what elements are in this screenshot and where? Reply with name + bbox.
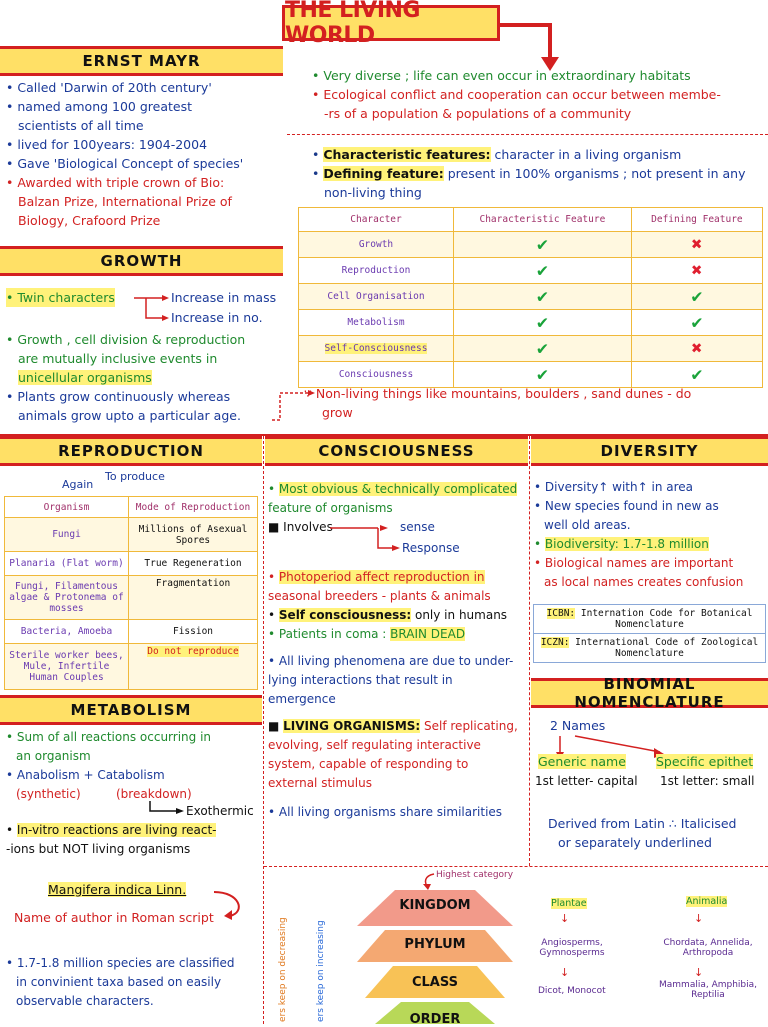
mayr-line-2: • named among 100 greatest: [6, 97, 281, 116]
repro-organism-4: Bacteria, Amoeba: [5, 620, 129, 644]
div-line-3: well old areas.: [544, 518, 631, 532]
defining-label: Defining feature:: [323, 166, 444, 181]
growth-line-5: animals grow upto a particular age.: [18, 408, 241, 423]
divider: [287, 134, 768, 135]
mayr-line-6: • Awarded with triple crown of Bio:: [6, 173, 281, 192]
check-icon: ✔: [536, 286, 548, 307]
check-icon: ✔: [536, 260, 548, 281]
involves-arrow: [330, 520, 400, 556]
growth-header: GROWTH: [0, 246, 283, 276]
taxa-line-1: • 1.7-1.8 million species are classified: [6, 954, 264, 973]
involves: Involves: [283, 520, 333, 534]
order-label: ORDER: [409, 1012, 461, 1027]
mangifera: Mangifera indica Linn.: [48, 882, 187, 897]
icbn-text: Internation Code for Botanical Nomenclature: [580, 608, 753, 630]
again: Again: [62, 478, 94, 491]
diversity-header: DIVERSITY: [531, 436, 768, 466]
top-line-2: • Ecological conflict and cooperation can occur between membe-: [312, 85, 768, 104]
taxa-line-3: observable characters.: [16, 994, 154, 1008]
consciousness-header: CONSCIOUSNESS: [265, 436, 528, 466]
latin-line-2: or separately underlined: [558, 835, 712, 850]
vertical-text-increasing: ers keep on increasing: [316, 920, 326, 1022]
mayr-line-7: Balzan Prize, International Prize of: [18, 194, 232, 209]
ernst-mayr-header: ERNST MAYR: [0, 46, 283, 76]
cons-line-14: • All living organisms share similarities: [268, 803, 530, 822]
specific-rule: 1st letter: small: [660, 774, 755, 788]
self-consciousness-desc: only in humans: [411, 608, 508, 622]
animalia: Animalia: [686, 896, 728, 907]
cons-line-2: feature of organisms: [268, 501, 393, 515]
self-consciousness-label: Self consciousness:: [278, 608, 412, 622]
plantae: Plantae: [551, 898, 587, 909]
row-reproduction: Reproduction: [299, 258, 454, 284]
increase-number: Increase in no.: [171, 310, 263, 325]
plant-arrow-2: ↓: [560, 966, 570, 979]
taxa-note: [6, 954, 264, 1011]
repro-organism-5: Sterile worker bees, Mule, Infertile Human Couples: [5, 644, 129, 690]
breakdown: (breakdown): [116, 787, 192, 801]
cross-icon: ✖: [691, 338, 703, 359]
div-line-2: • New species found in new as: [534, 497, 768, 516]
class-label: CLASS: [411, 975, 459, 990]
div-line-5: • Biological names are important: [534, 554, 768, 573]
div-line-6: as local names creates confusion: [544, 575, 744, 589]
cons-line-11: evolving, self regulating interactive: [268, 738, 481, 752]
check-icon: ✔: [536, 338, 548, 359]
synthetic: (synthetic): [16, 787, 81, 801]
angiosperms: Angiosperms, Gymnosperms: [539, 938, 605, 958]
bottom-divider: [264, 866, 768, 867]
cons-line-9: emergence: [268, 692, 336, 706]
taxa-line-2: in convinient taxa based on easily: [16, 975, 222, 989]
repro-mode-3: Fragmentation: [129, 576, 258, 620]
twin-characters: • Twin characters: [6, 288, 115, 307]
check-icon: ✔: [691, 286, 703, 307]
scientific-name: [48, 882, 186, 897]
repro-mode-2: True Regeneration: [129, 552, 258, 576]
repro-mode-5: Do not reproduce: [147, 646, 239, 657]
in-vitro-line: In-vitro reactions are living react-: [16, 823, 217, 837]
diversity-section: [534, 478, 768, 592]
defining-desc: present in 100% organisms ; not present in any: [443, 166, 746, 181]
brain-dead: BRAIN DEAD: [390, 627, 466, 641]
meta-line-3: • Anabolism + Catabolism: [6, 766, 264, 785]
top-line-1: • Very diverse ; life can even occur in extraordinary habitats: [312, 66, 768, 85]
icbn-box: [533, 604, 766, 663]
to-produce: To produce: [105, 470, 165, 483]
nonliving-line-1: ∵ Non-living things like mountains, boulders , sand dunes - do: [304, 386, 692, 401]
coma-label: Patients in coma :: [278, 627, 391, 641]
highest-category: Highest category: [436, 870, 514, 880]
phylum-label: PHYLUM: [404, 937, 466, 952]
mayr-line-3: scientists of all time: [18, 118, 144, 133]
check-icon: ✔: [691, 312, 703, 333]
reproduction-header: REPRODUCTION: [0, 436, 262, 466]
animal-arrow-1: ↓: [694, 912, 704, 925]
plant-arrow-1: ↓: [560, 912, 570, 925]
kingdom-label: KINGDOM: [399, 898, 471, 913]
col-mode: Mode of Reproduction: [129, 497, 258, 518]
response: Response: [402, 541, 460, 555]
meta-line-5: -ions but NOT living organisms: [6, 842, 191, 856]
author-note: Name of author in Roman script: [14, 910, 214, 925]
cross-icon: ✖: [691, 234, 703, 255]
repro-mode-1: Millions of Asexual Spores: [129, 518, 258, 552]
repro-organism-2: Planaria (Flat worm): [5, 552, 129, 576]
growth-section: [6, 288, 286, 425]
div-line-4: Biodiversity: 1.7-1.8 million: [544, 537, 709, 551]
check-icon: ✔: [536, 364, 548, 385]
mammalia: Mammalia, Amphibia, Reptilia: [659, 980, 757, 1000]
increase-mass: Increase in mass: [171, 290, 277, 305]
generic-rule: 1st letter- capital: [535, 774, 638, 788]
row-self-consciousness: Self-Consciousness: [324, 343, 428, 354]
photoperiod-line: Photoperiod affect reproduction in: [278, 570, 485, 584]
features-section: [312, 145, 768, 202]
mayr-line-4: • lived for 100years: 1904-2004: [6, 135, 281, 154]
row-cell-organisation: Cell Organisation: [299, 284, 454, 310]
meta-line-2: an organism: [16, 749, 91, 763]
consciousness-section: • Most obvious & technically complicated feature of organisms ■ Involves sense Response • Photoperiod affect reproduction in seasonal breeders - plants & animals • Self consciousness: only in humans • Patients in coma : BRAIN DEAD • All living phenomena are due to under- lying interactions that result in emergence ■ LIVING ORGANISMS: Self replicating, evolving, self regulating interactive system, capable of responding to external stimulus • All living organisms share similarities: [268, 480, 530, 822]
growth-line-2: are mutually inclusive events in: [18, 351, 218, 366]
cross-icon: ✖: [691, 260, 703, 281]
iczn-label: ICZN:: [540, 637, 570, 648]
specific-epithet: Specific epithet: [656, 754, 754, 769]
growth-line-1: • Growth , cell division & reproduction: [6, 330, 286, 349]
col-defining: Defining Feature: [631, 208, 762, 232]
cons-line-13: external stimulus: [268, 776, 372, 790]
characteristic-label: Characteristic features:: [323, 147, 491, 162]
div-line-1: • Diversity↑ with↑ in area: [534, 478, 768, 497]
repro-organism-1: Fungi: [5, 518, 129, 552]
diversity-intro: [312, 66, 768, 123]
features-table: [298, 207, 763, 388]
col-organism: Organism: [5, 497, 129, 518]
sense: sense: [400, 520, 435, 534]
ernst-mayr-section: [6, 78, 281, 230]
cons-line-10: Self replicating,: [420, 719, 518, 733]
repro-mode-4: Fission: [129, 620, 258, 644]
row-consciousness: Consciousness: [299, 362, 454, 388]
cons-line-1: Most obvious & technically complicated: [278, 482, 518, 496]
nonliving-note: [304, 384, 764, 422]
cons-line-4: seasonal breeders - plants & animals: [268, 589, 491, 603]
check-icon: ✔: [691, 364, 703, 385]
vertical-text-decreasing: ers keep on decreasing: [278, 917, 288, 1022]
check-icon: ✔: [536, 312, 548, 333]
page-title: [282, 0, 500, 48]
binomial-header: BINOMIAL NOMENCLATURE: [531, 678, 768, 708]
latin-note: [548, 814, 736, 852]
generic-name: Generic name: [538, 754, 626, 769]
meta-line-1: • Sum of all reactions occurring in: [6, 728, 264, 747]
mayr-line-8: Biology, Crafoord Prize: [18, 213, 161, 228]
top-line-3: -rs of a population & populations of a community: [324, 106, 632, 121]
split-arrow: [134, 290, 169, 324]
icbn-label: ICBN:: [546, 608, 576, 619]
living-organisms-label: LIVING ORGANISMS:: [283, 719, 421, 733]
col-character: Character: [299, 208, 454, 232]
animal-arrow-2: ↓: [694, 966, 704, 979]
cons-line-8: lying interactions that result in: [268, 673, 453, 687]
mayr-line-5: • Gave 'Biological Concept of species': [6, 154, 281, 173]
defining-desc-2: non-living thing: [324, 185, 422, 200]
reproduction-table: [4, 496, 258, 690]
exothermic-arrow: [146, 799, 186, 819]
page-title-text: THE LIVING WORLD: [285, 0, 420, 48]
mayr-line-1: • Called 'Darwin of 20th century': [6, 78, 281, 97]
characteristic-desc: character in a living organism: [490, 147, 682, 162]
row-metabolism: Metabolism: [299, 310, 454, 336]
chordata: Chordata, Annelida, Arthropoda: [663, 938, 753, 958]
metabolism-header: METABOLISM: [0, 695, 262, 725]
two-names: 2 Names: [550, 718, 606, 733]
nonliving-line-2: grow: [322, 405, 353, 420]
exothermic: Exothermic: [186, 804, 254, 818]
cons-line-12: system, capable of responding to: [268, 757, 469, 771]
metabolism-section: [6, 728, 264, 859]
check-icon: ✔: [536, 234, 548, 255]
row-growth: Growth: [299, 232, 454, 258]
latin-line-1: Derived from Latin ∴ Italicised: [548, 816, 737, 831]
repro-organism-3: Fungi, Filamentous algae & Protonema of mosses: [5, 576, 129, 620]
col-characteristic: Characteristic Feature: [454, 208, 632, 232]
cons-line-7: • All living phenomena are due to under-: [268, 652, 530, 671]
iczn-text: International Code of Zoological Nomenclature: [575, 637, 759, 659]
author-arrow: [210, 890, 250, 920]
dicot: Dicot, Monocot: [538, 986, 606, 996]
growth-line-4: • Plants grow continuously whereas: [6, 387, 286, 406]
growth-line-3: unicellular organisms: [18, 370, 152, 385]
